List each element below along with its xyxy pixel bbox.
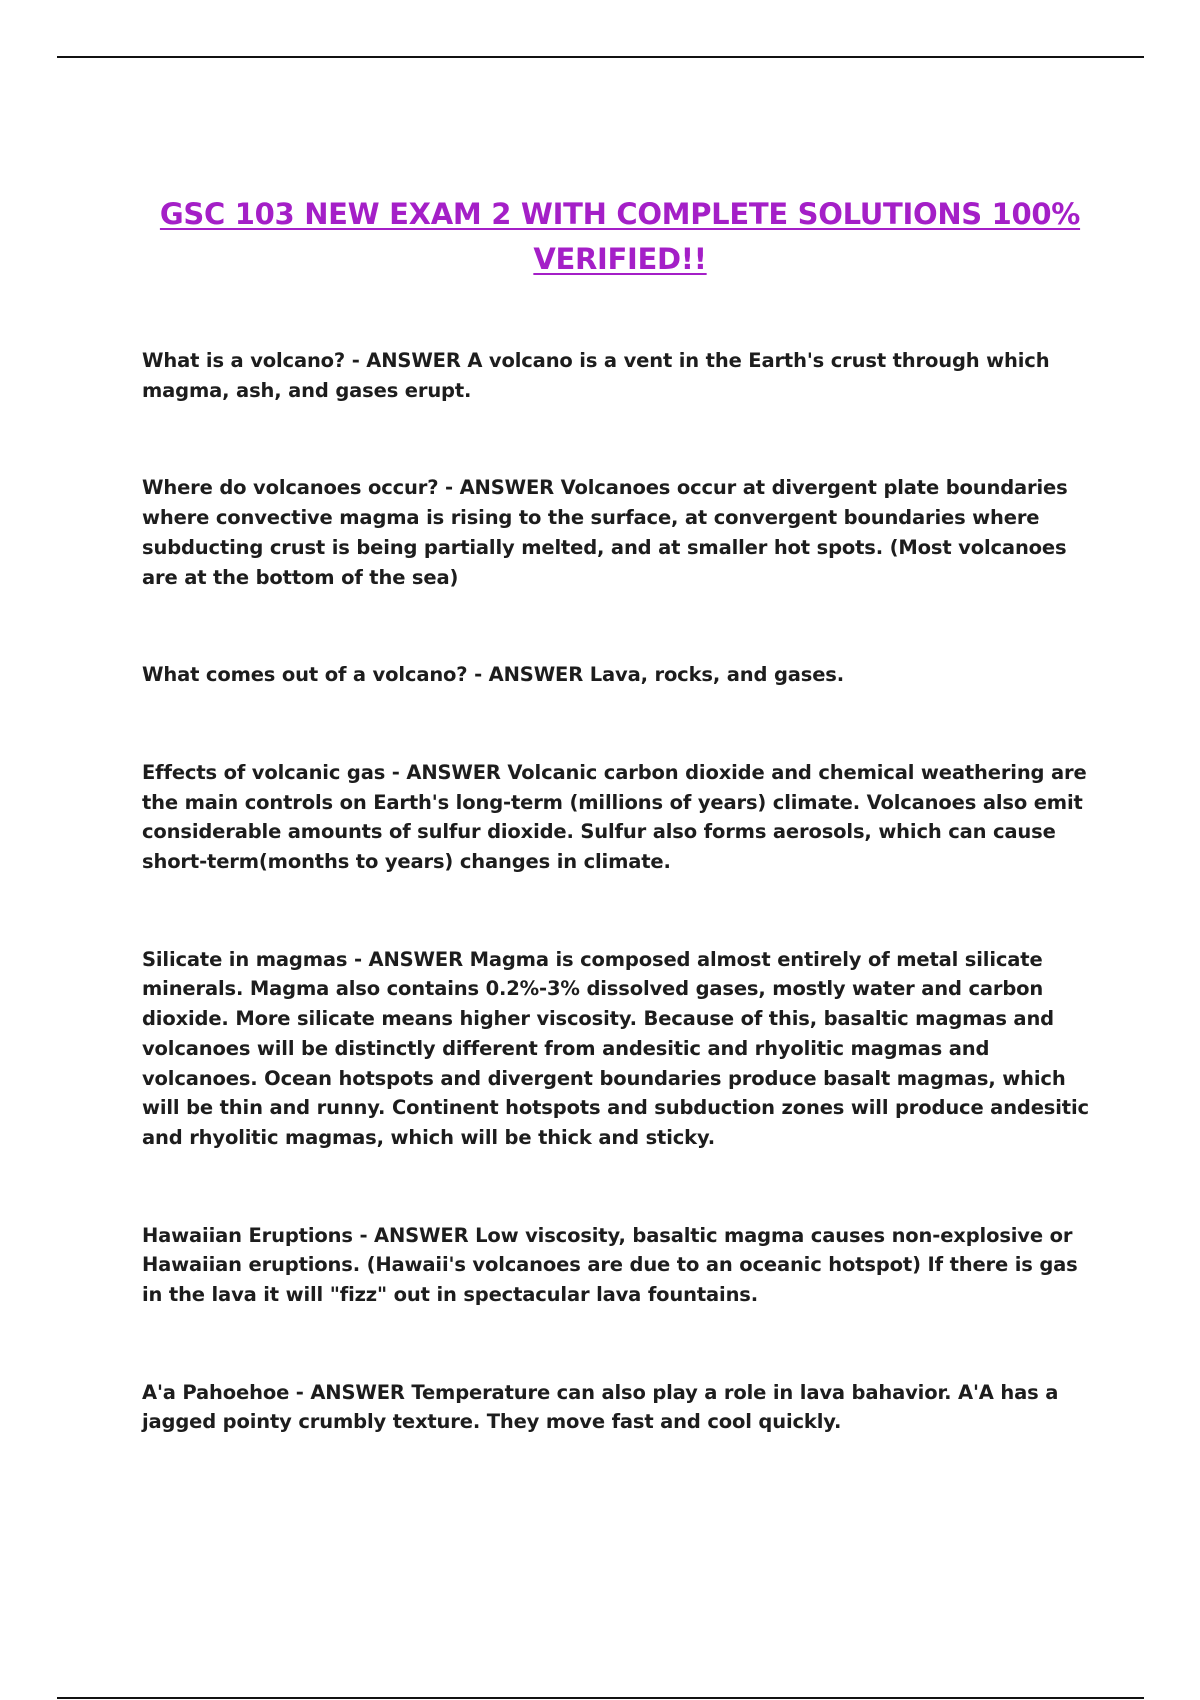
qa-item-volcano-outputs: What comes out of a volcano? - ANSWER Lava, rocks, and gases. <box>142 663 845 687</box>
qa-list <box>142 346 1092 1437</box>
qa-item-volcanic-gas-effects: Effects of volcanic gas - ANSWER Volcanic carbon dioxide and chemical weathering are the main controls on Earth's long-term (millions of years) climate. Volcanoes also emit considerable amounts of sulfur dioxide. Sulfur also forms aerosols, which can cause short-term(months to years) changes in climate. <box>142 760 1087 874</box>
qa-item-aa-pahoehoe: A'a Pahoehoe - ANSWER Temperature can also play a role in lava bahavior. A'A has a jagged pointy crumbly texture. They move fast and cool quickly. <box>142 1380 1059 1434</box>
document-title: GSC 103 NEW EXAM 2 WITH COMPLETE SOLUTIONS 100% VERIFIED!! <box>159 197 1081 276</box>
qa-item-volcano-locations: Where do volcanoes occur? - ANSWER Volcanoes occur at divergent plate boundaries where convective magma is rising to the surface, at convergent boundaries where subducting crust is being partially melted, and at smaller hot spots. (Most volcanoes are at the bottom of the sea) <box>142 476 1068 589</box>
bottom-rule <box>57 1697 1144 1699</box>
qa-item-volcano-definition: What is a volcano? - ANSWER A volcano is a vent in the Earth's crust through which magma, ash, and gases erupt. <box>142 349 1050 402</box>
qa-item-silicate-in-magmas: Silicate in magmas - ANSWER Magma is composed almost entirely of metal silicate minerals. Magma also contains 0.2%-3% dissolved gases, mostly water and carbon dioxide. More silicate means higher viscosity. Because of this, basaltic magmas and volcanoes will be distinctly different from andesitic and rhyolitic magmas and volcanoes. Ocean hotspots and divergent boundaries produce basalt magmas, which will be thin and runny. Continent hotspots and subduction zones will produce andesitic and rhyolitic magmas, which will be thick and sticky. <box>142 947 1089 1149</box>
qa-item-hawaiian-eruptions: Hawaiian Eruptions - ANSWER Low viscosity, basaltic magma causes non-explosive or Hawaiian eruptions. (Hawaii's volcanoes are due to an oceanic hotspot) If there is gas in the lava it will "fizz" out in spectacular lava fountains. <box>142 1223 1078 1307</box>
top-rule <box>57 56 1144 58</box>
